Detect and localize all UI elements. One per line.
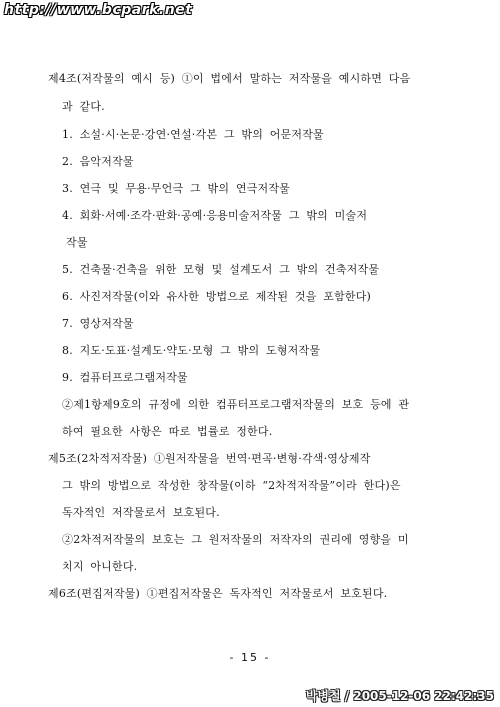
list-item-2: 2. 음악저작물 <box>62 155 134 168</box>
article-4-para-2-line-1: ②제1항제9호의 규정에 의한 컴퓨터프로그램저작물의 보호 등에 관 <box>62 398 410 411</box>
list-item-4-cont: 작물 <box>66 236 88 249</box>
footer-stamp: 박병철 / 2005-12-06 22:42:35 <box>305 689 494 703</box>
article-5-para-2-line-1: ②2차적저작물의 보호는 그 원저작물의 저작자의 권리에 영향을 미 <box>62 533 409 546</box>
list-item-8: 8. 지도·도표·설계도·약도·모형 그 밖의 도형저작물 <box>62 344 321 357</box>
list-item-9: 9. 컴퓨터프로그램저작물 <box>62 371 188 384</box>
article-5-line-3: 독자적인 저작물로서 보호된다. <box>62 506 220 519</box>
watermark: http://www.bcpark.net <box>4 2 193 18</box>
list-item-3: 3. 연극 및 무용·무언극 그 밖의 연극저작물 <box>62 182 290 195</box>
list-item-1: 1. 소설·시·논문·강연·연설·각본 그 밖의 어문저작물 <box>62 128 324 141</box>
list-item-7: 7. 영상저작물 <box>62 317 134 330</box>
article-5-line-1: 제5조(2차적저작물) ①원저작물을 번역·편곡·변형·각색·영상제작 <box>48 452 371 465</box>
list-item-6: 6. 사진저작물(이와 유사한 방법으로 제작된 것을 포함한다) <box>62 290 372 303</box>
article-4-line-2: 과 같다. <box>62 100 105 113</box>
article-4-line-1: 제4조(저작물의 예시 등) ①이 법에서 말하는 저작물을 예시하면 다음 <box>48 72 411 85</box>
article-5-para-2-line-2: 치지 아니한다. <box>62 560 138 573</box>
article-5-line-2: 그 밖의 방법으로 작성한 창작물(이하 “2차적저작물”이라 한다)은 <box>62 479 401 492</box>
page-number: - 15 - <box>229 651 271 664</box>
list-item-5: 5. 건축물·건축을 위한 모형 및 설계도서 그 밖의 건축저작물 <box>62 263 380 276</box>
article-6-line-1: 제6조(편집저작물) ①편집저작물은 독자적인 저작물로서 보호된다. <box>48 587 388 600</box>
list-item-4: 4. 회화·서예·조각·판화·공예·응용미술저작물 그 밖의 미술저 <box>62 209 368 222</box>
article-4-para-2-line-2: 하여 필요한 사항은 따로 법률로 정한다. <box>62 425 273 438</box>
